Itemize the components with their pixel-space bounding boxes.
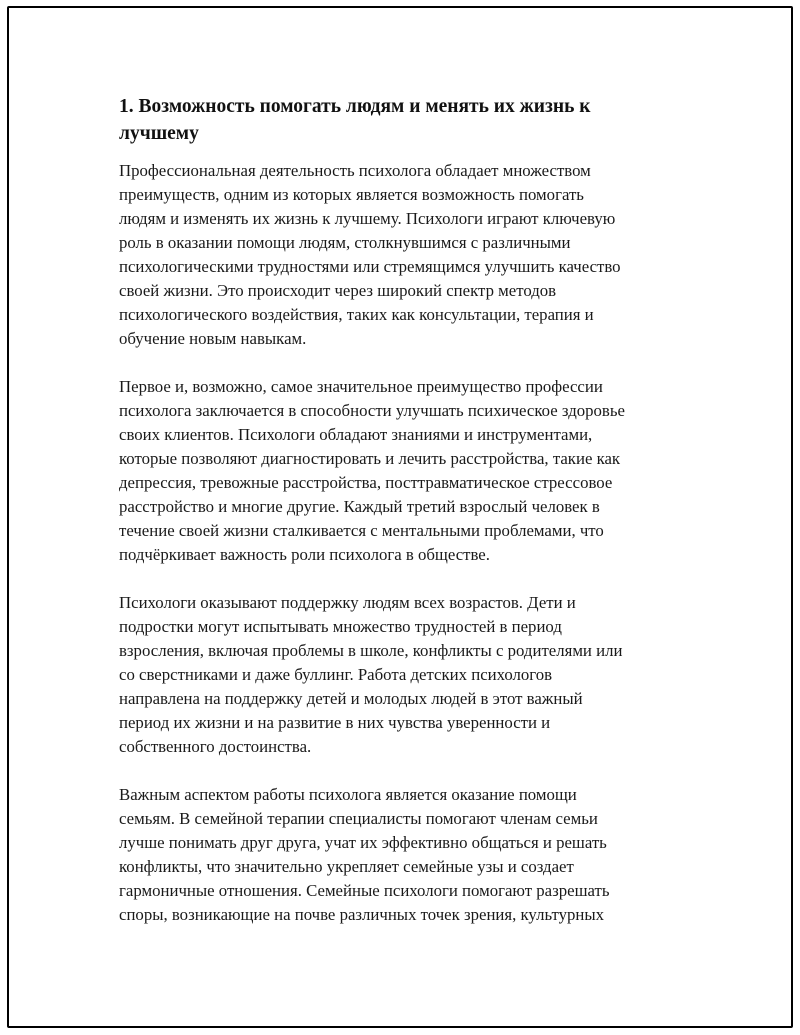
text-line: расстройство и многие другие. Каждый третий взрослый человек в bbox=[119, 497, 600, 516]
text-line: со сверстниками и даже буллинг. Работа детских психологов bbox=[119, 665, 553, 684]
document-body bbox=[119, 93, 689, 951]
text-line: собственного достоинства. bbox=[119, 737, 312, 756]
paragraph-2 bbox=[119, 375, 689, 567]
text-line: обучение новым навыкам. bbox=[119, 329, 307, 348]
text-line: конфликты, что значительно укрепляет семейные узы и создает bbox=[119, 857, 574, 876]
text-line: депрессия, тревожные расстройства, посттравматическое стрессовое bbox=[119, 473, 613, 492]
heading-line: лучшему bbox=[119, 123, 199, 144]
heading-line: 1. Возможность помогать людям и менять их жизнь к bbox=[119, 96, 591, 117]
text-line: психологическими трудностями или стремящимся улучшить качество bbox=[119, 257, 621, 276]
paragraph-3 bbox=[119, 591, 689, 759]
text-line: гармоничные отношения. Семейные психологи помогают разрешать bbox=[119, 881, 610, 900]
text-line: своей жизни. Это происходит через широкий спектр методов bbox=[119, 281, 557, 300]
text-line: Первое и, возможно, самое значительное преимущество профессии bbox=[119, 377, 603, 396]
text-line: споры, возникающие на почве различных точек зрения, культурных bbox=[119, 905, 605, 924]
text-line: психологического воздействия, таких как консультации, терапия и bbox=[119, 305, 594, 324]
text-line: психолога заключается в способности улучшать психическое здоровье bbox=[119, 401, 625, 420]
text-line: подростки могут испытывать множество трудностей в период bbox=[119, 617, 562, 636]
text-line: лучше понимать друг друга, учат их эффективно общаться и решать bbox=[119, 833, 607, 852]
text-line: своих клиентов. Психологи обладают знаниями и инструментами, bbox=[119, 425, 593, 444]
text-line: которые позволяют диагностировать и лечить расстройства, такие как bbox=[119, 449, 621, 468]
text-line: Важным аспектом работы психолога является оказание помощи bbox=[119, 785, 577, 804]
text-line: подчёркивает важность роли психолога в обществе. bbox=[119, 545, 490, 564]
text-line: роль в оказании помощи людям, столкнувшимся с различными bbox=[119, 233, 571, 252]
text-line: семьям. В семейной терапии специалисты помогают членам семьи bbox=[119, 809, 598, 828]
text-line: Психологи оказывают поддержку людям всех возрастов. Дети и bbox=[119, 593, 576, 612]
section-heading bbox=[119, 93, 689, 147]
text-line: Профессиональная деятельность психолога обладает множеством bbox=[119, 161, 591, 180]
text-line: течение своей жизни сталкивается с ментальными проблемами, что bbox=[119, 521, 604, 540]
paragraph-4 bbox=[119, 783, 689, 927]
text-line: людям и изменять их жизнь к лучшему. Психологи играют ключевую bbox=[119, 209, 616, 228]
text-line: взросления, включая проблемы в школе, конфликты с родителями или bbox=[119, 641, 623, 660]
text-line: период их жизни и на развитие в них чувства уверенности и bbox=[119, 713, 551, 732]
text-line: направлена на поддержку детей и молодых людей в этот важный bbox=[119, 689, 583, 708]
paragraph-1 bbox=[119, 159, 689, 351]
text-line: преимуществ, одним из которых является возможность помогать bbox=[119, 185, 584, 204]
